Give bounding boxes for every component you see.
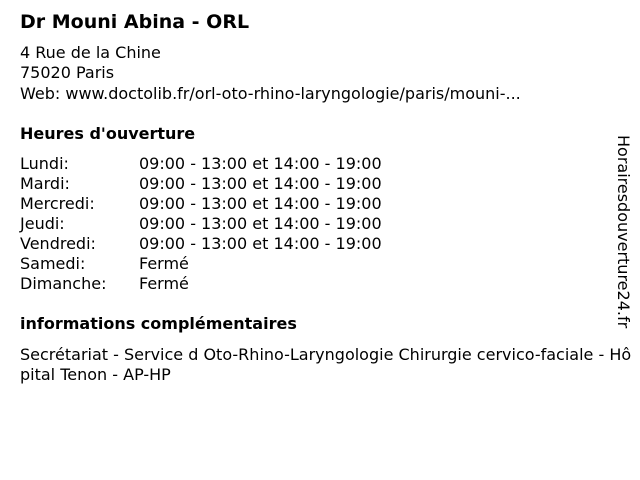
website-link[interactable]: Web: www.doctolib.fr/orl-oto-rhino-laryngologie/paris/mouni-... bbox=[20, 84, 521, 103]
day-label: Mercredi: bbox=[20, 194, 95, 213]
address-street: 4 Rue de la Chine bbox=[20, 43, 161, 62]
day-label: Mardi: bbox=[20, 174, 70, 193]
day-label: Vendredi: bbox=[20, 234, 96, 253]
time-value: 09:00 - 13:00 et 14:00 - 19:00 bbox=[139, 234, 382, 253]
time-value: 09:00 - 13:00 et 14:00 - 19:00 bbox=[139, 214, 382, 233]
additional-info-text: Secrétariat - Service d Oto-Rhino-Laryngologie Chirurgie cervico-faciale - Hôpital Tenon - AP-HP bbox=[20, 345, 632, 384]
hours-row-thursday bbox=[20, 214, 440, 234]
time-value: 09:00 - 13:00 et 14:00 - 19:00 bbox=[139, 174, 382, 193]
hours-row-saturday bbox=[20, 254, 440, 274]
hours-row-friday bbox=[20, 234, 440, 254]
hours-row-wednesday bbox=[20, 194, 440, 214]
address-city: 75020 Paris bbox=[20, 63, 115, 82]
additional-info-heading: informations complémentaires bbox=[20, 314, 297, 333]
time-value: 09:00 - 13:00 et 14:00 - 19:00 bbox=[139, 194, 382, 213]
site-watermark: Horairesdouverture24.fr bbox=[614, 135, 633, 329]
hours-row-tuesday bbox=[20, 174, 440, 194]
hours-row-monday bbox=[20, 154, 440, 174]
day-label: Lundi: bbox=[20, 154, 69, 173]
opening-hours-heading: Heures d'ouverture bbox=[20, 124, 196, 143]
time-value: Fermé bbox=[139, 254, 189, 273]
page-title: Dr Mouni Abina - ORL bbox=[20, 11, 250, 33]
day-label: Jeudi: bbox=[20, 214, 65, 233]
time-value: 09:00 - 13:00 et 14:00 - 19:00 bbox=[139, 154, 382, 173]
hours-row-sunday bbox=[20, 274, 440, 294]
day-label: Dimanche: bbox=[20, 274, 107, 293]
day-label: Samedi: bbox=[20, 254, 86, 273]
time-value: Fermé bbox=[139, 274, 189, 293]
